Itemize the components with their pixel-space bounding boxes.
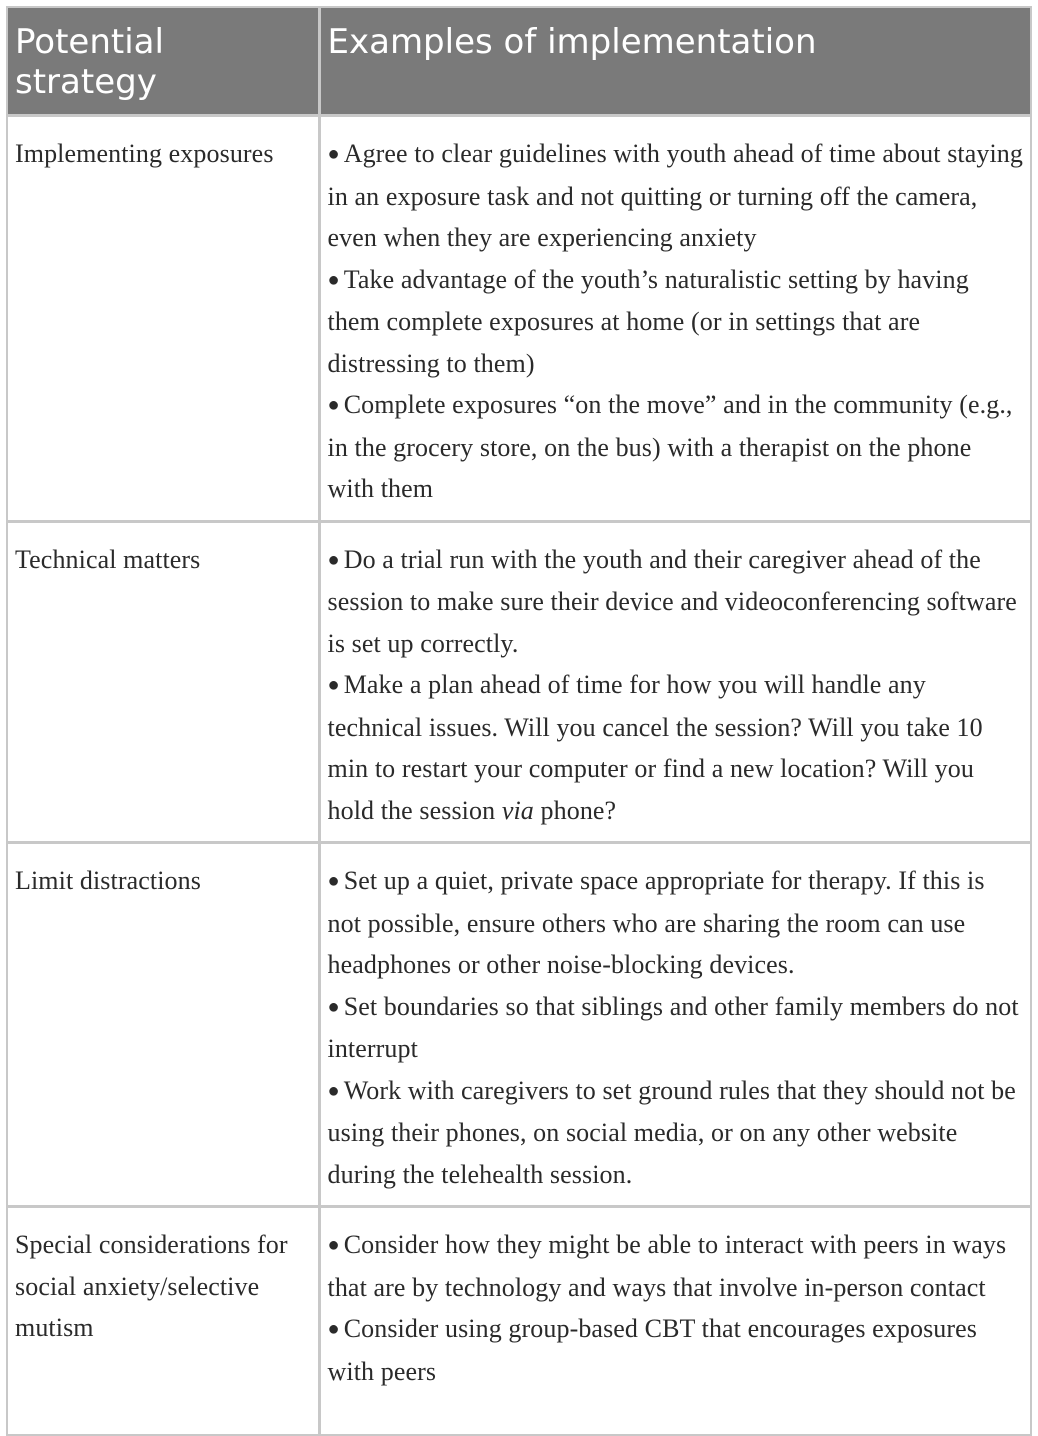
bullet-icon: ● bbox=[327, 1079, 340, 1102]
strategy-cell: Implementing exposures bbox=[7, 116, 319, 522]
header-label: Potential strategy bbox=[15, 22, 164, 102]
italic-via: via bbox=[501, 795, 534, 825]
list-item: ● Set boundaries so that siblings and other family members do not interrupt bbox=[327, 991, 1019, 1063]
bullet-icon: ● bbox=[327, 268, 340, 291]
list-item: ● Consider how they might be able to interact with peers in ways that are by technology and ways that involve in-person contact bbox=[327, 1230, 1007, 1302]
list-item: ● Work with caregivers to set ground rules that they should not be using their phones, on social media, or on any other website during the telehealth session. bbox=[327, 1075, 1016, 1189]
strategies-table bbox=[6, 6, 1032, 1436]
bullet-icon: ● bbox=[327, 870, 340, 892]
list-item: ● Do a trial run with the youth and their caregiver ahead of the session to make sure their device and videoconferencing software is set up correctly. bbox=[327, 544, 1017, 658]
header-potential-strategy bbox=[7, 7, 319, 116]
bullet-icon: ● bbox=[327, 1234, 340, 1256]
list-item: ● Agree to clear guidelines with youth ahead of time about staying in an exposure task and not quitting or turning off the camera, even when they are experiencing anxiety bbox=[327, 139, 1024, 252]
list-item: ● Take advantage of the youth’s naturalistic setting by having them complete exposures at home (or in settings that are distressing to them) bbox=[327, 264, 969, 378]
bullet-icon: ● bbox=[327, 548, 340, 571]
table-row bbox=[7, 521, 1031, 843]
bullet-icon: ● bbox=[327, 674, 340, 696]
list-item: ● Complete exposures “on the move” and in the community (e.g., in the grocery store, on the bus) with a therapist on the phone with them bbox=[327, 390, 1013, 503]
table-row bbox=[7, 116, 1031, 522]
examples-cell bbox=[319, 521, 1031, 843]
bullet-icon: ● bbox=[327, 143, 340, 165]
bullet-icon: ● bbox=[327, 394, 340, 416]
table-row bbox=[7, 843, 1031, 1207]
table-row bbox=[7, 1207, 1031, 1435]
bullet-icon: ● bbox=[327, 995, 340, 1018]
list-item: ● Set up a quiet, private space appropriate for therapy. If this is not possible, ensure others who are sharing the room can use headphones or other noise-blocking devices. bbox=[327, 866, 985, 979]
header-examples bbox=[319, 7, 1031, 116]
strategy-cell: Limit distractions bbox=[7, 843, 319, 1207]
list-item: ● Consider using group-based CBT that encourages exposures with peers bbox=[327, 1314, 978, 1386]
examples-cell bbox=[319, 116, 1031, 522]
examples-cell bbox=[319, 843, 1031, 1207]
header-label: Examples of implementation bbox=[327, 22, 817, 62]
strategy-cell: Special considerations for social anxiety/selective mutism bbox=[7, 1207, 319, 1435]
table-header-row bbox=[7, 7, 1031, 116]
list-item: ● Make a plan ahead of time for how you will handle any technical issues. Will you cancel the session? Will you take 10 min to restart your computer or find a new location? Will you hold the session via phone? bbox=[327, 670, 983, 825]
bullet-icon: ● bbox=[327, 1318, 340, 1340]
examples-cell bbox=[319, 1207, 1031, 1435]
strategy-cell: Technical matters bbox=[7, 521, 319, 843]
